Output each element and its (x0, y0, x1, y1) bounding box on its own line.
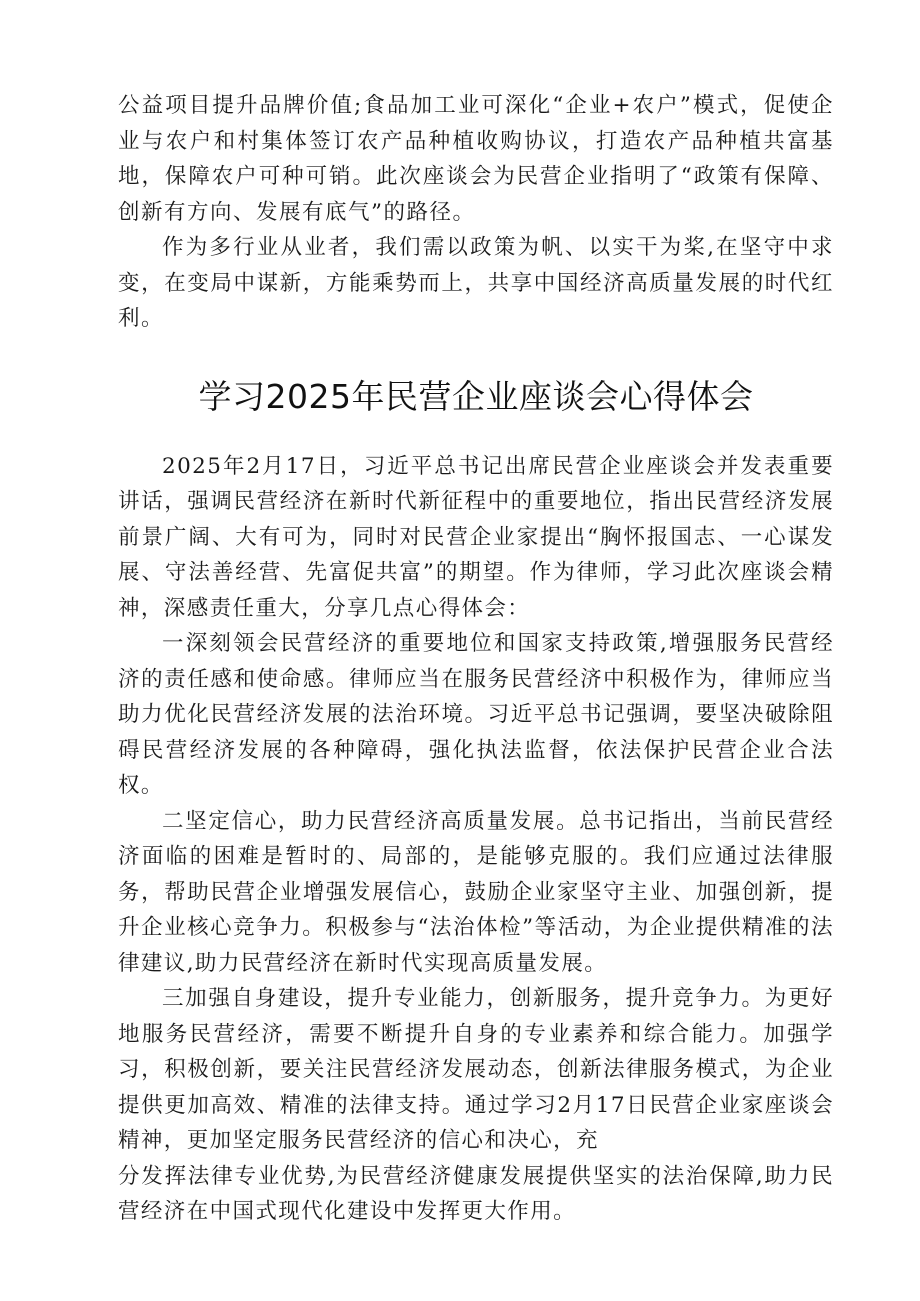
body-paragraph-intro: 2025年2月17日，习近平总书记出席民营企业座谈会并发表重要讲话，强调民营经济在新时代新征程中的重要地位，指出民营经济发展前景广阔、大有可为，同时对民营企业家提出“胸怀报国志、一心谋发展、守法善经营、先富促共富”的期望。作为律师，学习此次座谈会精神，深感责任重大，分享几点心得体会： (118, 453, 834, 621)
continued-paragraph-2: 作为多行业从业者，我们需以政策为帆、以实干为桨,在坚守中求变，在变局中谋新，方能乘势而上，共享中国经济高质量发展的时代红利。 (118, 235, 834, 331)
body-paragraph-point-2: 二坚定信心，助力民营经济高质量发展。总书记指出，当前民营经济面临的困难是暂时的、局部的，是能够克服的。我们应通过法律服务，帮助民营企业增强发展信心，鼓励企业家坚守主业、加强创新，提升企业核心竞争力。积极参与“法治体检”等活动，为企业提供精准的法律建议,助力民营经济在新时代实现高质量发展。 (118, 808, 834, 976)
body-paragraph-closing: 分发挥法律专业优势,为民营经济健康发展提供坚实的法治保障,助力民营经济在中国式现代化建设中发挥更大作用。 (118, 1163, 834, 1224)
article-body (118, 449, 834, 1230)
body-paragraph-point-1: 一深刻领会民营经济的重要地位和国家支持政策,增强服务民营经济的责任感和使命感。律师应当在服务民营经济中积极作为，律师应当助力优化民营经济发展的法治环境。习近平总书记强调，要坚决破除阻碍民营经济发展的各种障碍，强化执法监督，依法保护民营企业合法权。 (118, 631, 834, 798)
article-title: 学习2025年民营企业座谈会心得体会 (198, 376, 754, 416)
body-paragraph-point-3: 三加强自身建设，提升专业能力，创新服务，提升竞争力。为更好地服务民营经济，需要不断提升自身的专业素养和综合能力。加强学习，积极创新，要关注民营经济发展动态，创新法律服务模式，为企业提供更加高效、精准的法律支持。通过学习2月17日民营企业家座谈会精神，更加坚定服务民营经济的信心和决心，充 (118, 986, 834, 1153)
previous-article-continuation (118, 88, 834, 337)
continued-paragraph-1: 公益项目提升品牌价值;食品加工业可深化“企业+农户”模式，促使企业与农户和村集体签订农产品种植收购协议，打造农产品种植共富基地，保障农户可种可销。此次座谈会为民营企业指明了“政策有保障、创新有方向、发展有底气”的路径。 (118, 93, 834, 225)
